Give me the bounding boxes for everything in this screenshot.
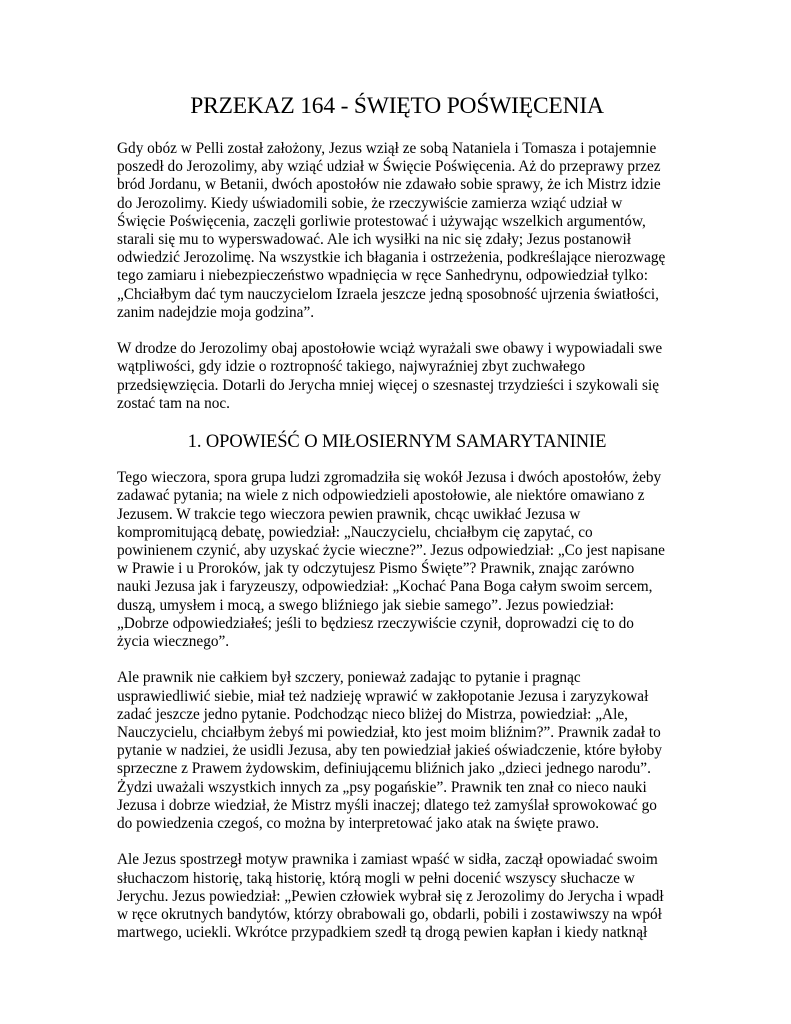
paragraph-section-1 (117, 469, 677, 651)
text-line: starali się mu to wyperswadować. Ale ich wysiłki na nic się zdały; Jezus postanowił (117, 231, 632, 249)
text-line: w Prawie i u Proroków, jak ty odczytujesz Pismo Święte”? Prawnik, znając zarówno (117, 560, 635, 578)
text-line: kompromitującą debatę, powiedział: „Nauczycielu, chciałbym cię zapytać, co (117, 523, 593, 541)
section-title: 1. OPOWIEŚĆ O MIŁOSIERNYM SAMARYTANINIE (187, 432, 607, 453)
text-line: odwiedzić Jerozolimę. Na wszystkie ich błagania i ostrzeżenia, podkreślające nierozwagę (117, 249, 666, 267)
text-line: martwego, uciekli. Wkrótce przypadkiem szedł tą drogą pewien kapłan i kiedy natknął (117, 924, 648, 942)
text-line: nauki Jezusa jak i faryzeuszy, odpowiedział: „Kochać Pana Boga całym swoim sercem, (117, 578, 653, 596)
text-line: zadać jeszcze jedno pytanie. Podchodząc nieco bliżej do Mistrza, powiedział: „Ale, (117, 705, 628, 723)
text-line: Jezusa i dobrze wiedział, że Mistrz myśli inaczej; dlatego też zamyślał sprowokować go (117, 796, 657, 814)
text-line: W drodze do Jerozolimy obaj apostołowie wciąż wyrażali swe obawy i wypowiadali swe (117, 340, 663, 358)
text-line: Jezusem. W trakcie tego wieczora pewien prawnik, chcąc uwikłać Jezusa w (117, 505, 581, 523)
text-line: powinienem czynić, aby uzyskać życie wieczne?”. Jezus odpowiedział: „Co jest napisane (117, 542, 665, 560)
text-line: w ręce okrutnych bandytów, którzy obrabowali go, obdarli, pobili i zostawiwszy na wpół (117, 906, 662, 924)
text-line: „Dobrze odpowiedziałeś; jeśli to będziesz rzeczywiście czynił, doprowadzi cię to do (117, 614, 634, 632)
text-line: zanim nadejdzie moja godzina”. (117, 303, 315, 321)
text-line: słuchaczom historię, taką historię, którą mogli w pełni docenić wszyscy słuchacze w (117, 869, 635, 887)
text-line: do powiedzenia czegoś, co można by interpretować jako atak na święte prawo. (117, 815, 600, 833)
text-line: Ale Jezus spostrzegł motyw prawnika i zamiast wpaść w sidła, zaczął opowiadać swoim (117, 851, 658, 869)
text-line: zostać tam na noc. (117, 394, 230, 412)
paragraph-intro-1 (117, 140, 677, 322)
text-line: pytanie w nadziei, że usidli Jezusa, aby ten powiedział jakieś oświadczenie, które byłoby (117, 742, 662, 760)
text-line: do Jerozolimy. Kiedy uświadomili sobie, że rzeczywiście zamierza wziąć udział w (117, 194, 623, 212)
text-line: zadawać pytania; na wiele z nich odpowiedzieli apostołowie, ale niektóre omawiano z (117, 487, 645, 505)
document-title: PRZEKAZ 164 - ŚWIĘTO POŚWIĘCENIA (190, 93, 604, 119)
text-line: Żydzi uważali wszystkich innych za „psy pogańskie”. Prawnik ten znał co nieco nauki (117, 778, 647, 796)
text-line: duszą, umysłem i mocą, a swego bliźniego jak siebie samego”. Jezus powiedział: (117, 596, 615, 614)
text-line: usprawiedliwić siebie, miał też nadzieję wprawić w zakłopotanie Jezusa i zaryzykował (117, 687, 649, 705)
intro-section (117, 140, 677, 413)
text-line: sprzeczne z Prawem żydowskim, definiującemu bliźnich jako „dzieci jednego narodu”. (117, 760, 651, 778)
text-line: poszedł do Jerozolimy, aby wziąć udział w Święcie Poświęcenia. Aż do przeprawy przez (117, 158, 661, 176)
text-line: Ale prawnik nie całkiem był szczery, ponieważ zadając to pytanie i pragnąc (117, 669, 581, 687)
paragraph-section-2 (117, 669, 677, 833)
text-line: bród Jordanu, w Betanii, dwóch apostołów nie zdawało sobie sprawy, że ich Mistrz idzie (117, 176, 661, 194)
section-body (117, 469, 677, 942)
text-line: Jerychu. Jezus powiedział: „Pewien człowiek wybrał się z Jerozolimy do Jerycha i wpadł (117, 887, 664, 905)
text-line: Gdy obóz w Pelli został założony, Jezus wziął ze sobą Nataniela i Tomasza i potajemnie (117, 140, 657, 157)
paragraph-section-3 (117, 851, 677, 942)
document-page (117, 92, 677, 961)
text-line: „Chciałbym dać tym nauczycielom Izraela jeszcze jedną sposobność ujrzenia światłości, (117, 285, 659, 303)
text-line: Nauczycielu, chciałbym żebyś mi powiedział, kto jest moim bliźnim?”. Prawnik zadał to (117, 724, 661, 742)
text-line: przedsięwzięcia. Dotarli do Jerycha mniej więcej o szesnastej trzydzieści i szykowali się (117, 376, 659, 394)
paragraph-intro-2 (117, 340, 677, 413)
text-line: wątpliwości, gdy idzie o roztropność takiego, najwyraźniej zbyt zuchwałego (117, 358, 586, 376)
text-line: tego zamiaru i niebezpieczeństwo wpadnięcia w ręce Sanhedrynu, odpowiedział tylko: (117, 267, 648, 285)
text-line: życia wiecznego”. (117, 633, 230, 651)
text-line: Tego wieczora, spora grupa ludzi zgromadziła się wokół Jezusa i dwóch apostołów, żeby (117, 469, 662, 487)
text-line: Święcie Poświęcenia, zaczęli gorliwie protestować i używając wszelkich argumentów, (117, 212, 646, 230)
